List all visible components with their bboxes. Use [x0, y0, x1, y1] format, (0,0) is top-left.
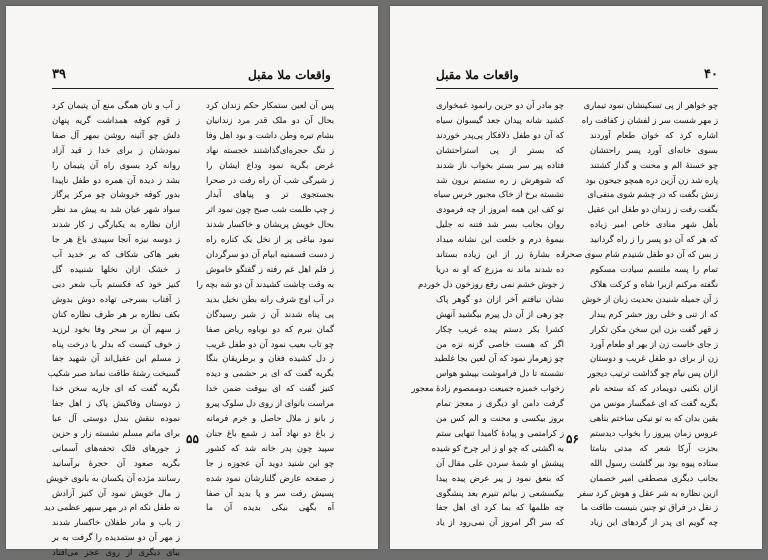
- text-line: نه طفل نکه ام در مهر سپهر عظمی دید: [44, 502, 180, 513]
- page-number-bottom: ۵۵: [186, 432, 199, 446]
- text-line: مراست بانوای از روی دل سلوک پیرو: [206, 398, 334, 409]
- text-line: ز مال خویش نمود آن کنیز آزادش: [52, 487, 180, 498]
- text-line: ز آن جمیله شنیدن بحدیث زبان از خوش: [581, 293, 718, 304]
- text-line: غرض بگریه نمود وداع ایشان را: [206, 159, 334, 170]
- text-line: پس آن لعین ستمکار حکم زندان کرد: [206, 100, 334, 110]
- text-line: کنیز گفت که ای بیوقت ضمن خدا: [206, 383, 334, 394]
- text-line: نمود بیاغی پر از نخل یک کناره راه: [206, 234, 334, 245]
- text-line: ز باغ دو نهاد آمد ز شمع باغ جنان: [206, 427, 334, 438]
- text-line: که آن دو طفل دلافکار پی‌پدر خوردند: [436, 129, 564, 140]
- text-line: نشسته برخ از خاک مجبور خرس سیاه: [433, 189, 564, 200]
- text-line: بدور کوفه خروشان چو مرکز پرگار: [52, 189, 180, 200]
- text-line: چو مادر آن دو حزین رانمود غمخواری: [436, 100, 564, 110]
- text-line: ز مسلم این عقیل‌اند آن شهید جفا: [52, 353, 180, 364]
- text-line: ز آفتاب بسرجی تهاده دوش بدوش: [52, 293, 180, 304]
- text-line: ز کرامتمی و پیادهٔ کامیدا تنهایی ستم: [436, 427, 564, 438]
- text-line: که هر که آن دو پسر را ز راه گردانید: [590, 234, 718, 245]
- left-page: [6, 6, 378, 558]
- text-line: ز جوش خشم نمی رفع روزخون دل خوردم: [418, 278, 564, 289]
- text-line: ز صفحه عارض گلنارشان نمود شده: [206, 472, 334, 483]
- text-line: بسوی خانه‌ای آورد پسر راحتشان: [590, 144, 718, 155]
- page-number-top: ۳۹: [52, 67, 66, 82]
- text-line: ده شدند ماند نه مزرع که او نه دریا: [436, 263, 564, 274]
- text-line: سواد شهر عیان شد به پیش مد نظر: [52, 204, 180, 215]
- text-line: بگریه گفت که ای جاریه سخن خدا: [52, 383, 180, 394]
- text-line: چه ظلمها که بما کرد ای اهل جفا: [436, 502, 564, 513]
- text-line: زن از برای دو طفل غریب و دوستان: [590, 353, 718, 364]
- text-line: روان بجانب بسر شد فتنه نه جلیل: [436, 219, 564, 230]
- text-line: پسیش رفت سر و پا بدید آن صفا: [206, 487, 334, 498]
- text-line: ز باب و مادر طفلان خاکسار شدند: [52, 517, 180, 528]
- text-line: تو کف این همه امروز از چه فرمودی: [436, 204, 564, 215]
- text-line: گسیخت رشتهٔ طاقت نماند صبر شکیب: [47, 368, 180, 379]
- text-line: ز خشک ازان نخلها شنبیده گل: [52, 263, 180, 274]
- text-body: [411, 98, 718, 528]
- text-line: که از تنی و خلی روز حشر کرم یبدار: [590, 308, 718, 319]
- right-page: [390, 6, 762, 549]
- text-line: نمودشان ز برای خدا ز قید آزاد: [52, 144, 180, 155]
- running-title: واقعات ملا مقبل: [248, 68, 331, 82]
- text-line: بجانب دیگری مصطفی امیر خصمان: [590, 472, 718, 483]
- text-line: ز دست قسمنیه ابیام آن دو سرگردان: [206, 249, 334, 260]
- text-line: چو زهرمار نمود که آن لعین بجا غلطید: [434, 353, 564, 364]
- text-line: ز دوستان وفاکیش پاک ز اهل جفا: [52, 398, 180, 409]
- text-line: ده بشارهٔ زر از این زیاده بستاند: [436, 249, 564, 260]
- text-line: بجزت آرکا شعر که مدتی بنامتا: [590, 442, 718, 453]
- text-line: به وقت چاشت کشیدند آن دو شه بچه را: [196, 278, 334, 289]
- text-line: گمان نبرم که دو نوباوه ریاض صفا: [206, 323, 334, 334]
- page-header: [436, 66, 718, 89]
- text-line: ز چپ ظلمت شب صبح چون نمود اثر: [206, 204, 334, 215]
- text-line: ز دل کشیده فغان و برطریقان بنگا: [206, 353, 334, 364]
- text-line: نشسته تا دل فراموشت بپیشو هواس: [436, 368, 564, 379]
- text-line: ز مهر شست سر ز لفشان ز کفافت راه: [581, 114, 718, 125]
- text-line: ازان بکنیی دویمادر که که ستحه نام: [590, 383, 718, 394]
- text-line: کشرا بکر دستم پیده غریب چکار: [436, 323, 564, 334]
- text-line: نموده ننقش بندل دوستی آل عبا: [52, 413, 180, 424]
- text-line: در آب اوج شرف رانه بطن نخیل بدید: [206, 293, 334, 304]
- column-left: [44, 98, 180, 558]
- text-line: بگریه گفت که ای بر حشمی و دیده: [206, 368, 334, 379]
- text-line: آه بگهی بیکی بدیده آن ما: [206, 502, 334, 513]
- text-line: چو رهی از آن دل پیرم بیگشید آنهش: [436, 308, 564, 319]
- text-line: ز فلم اهل غم رفته ز گفتگو خاموش: [206, 263, 334, 274]
- text-line: ز قهر گفت بزن این سخن مکن تکرار: [590, 323, 718, 334]
- text-line: برای ماتم مسلم نشسته زار و حزین: [52, 427, 180, 438]
- column-right: [196, 98, 334, 513]
- text-line: به اگشتی که چو او ز ایر چرخ کو شیده: [431, 442, 564, 453]
- text-line: بحال خویش پریشان و خاکسار شدند: [206, 219, 334, 230]
- text-line: ز بس که آن دو طفل شنیدم شام سوی صحرا: [562, 249, 718, 260]
- text-line: بیکسشعی ز بیاتم تنیرم بعد پنشگوی: [436, 487, 564, 498]
- text-line: که بستر از پی استراحتشان: [436, 144, 564, 155]
- text-line: چو تاب بعیب نمود آن دو طفل غریب: [206, 338, 334, 349]
- text-line: چو این شنید دوید آن عجوزه ز جا: [206, 457, 334, 468]
- text-line: روانه کرد بسوی راه آن پتیمان را: [52, 159, 180, 170]
- text-line: ببای دیگری از روی عجز می‌افتاد: [52, 547, 180, 558]
- text-line: که شوهرش ز ره ستمتم برون شد: [436, 174, 564, 185]
- text-line: پیشش او شمهٔ سردن علی مقال آن: [436, 457, 564, 468]
- text-line: بیموهٔ درم و خلعت این نشانه میداد: [436, 234, 564, 245]
- text-line: چه گویم ای پدر از گردهای این زیاد: [590, 517, 718, 528]
- text-line: بکف نظاره بر هر طرف نظاره کنان: [52, 308, 180, 319]
- text-line: بشد ز دیدة آن همره دو طفل ناپیدا: [52, 174, 180, 185]
- text-line: بروز بیکسی و محنت و الم کس من: [436, 413, 564, 424]
- running-title: واقعات ملا مقبل: [436, 68, 519, 82]
- text-line: که بنعق نمود ز پیر عرض پیده پیدا: [436, 472, 564, 483]
- text-line: پی پناه شدند آن ز شیر رسیدگان: [206, 308, 334, 319]
- text-line: عروس زمان پیروز را بخواب دیدستم: [590, 427, 718, 438]
- text-line: ز نقل در فراق تو چنین بنیست طاقت ما: [580, 502, 718, 513]
- text-line: زنش بگفت که در چشم شوی منفی‌ای: [587, 189, 718, 200]
- text-line: بحال آن دو ملک قدر مرد زندانیان: [206, 114, 334, 125]
- text-line: تمام را پسه ملتسم سیادت مسکوم: [590, 263, 718, 274]
- text-line: نگفته مرکنم ازبرا شاه و کرکت هلاک: [590, 278, 718, 289]
- text-line: ز جورهای فلک تحفه‌های آسمانی: [52, 442, 180, 453]
- text-line: ستاده پیوه بود بیر گلشت رسول الله: [590, 457, 718, 468]
- text-line: بگریه صعود آن حجرهٔ برآسانید: [52, 457, 180, 468]
- text-line: ز بانو ز ملال حاصل و خرم فرمانه: [206, 413, 334, 424]
- text-line: یقین بدان که به تو نیکی ساختم بناهی: [589, 413, 718, 424]
- text-line: رسانند مژده آن یکسان به بانوی خویش: [46, 472, 180, 483]
- text-line: نشان نیافتم آخر ازان دو گوهر پاک: [436, 293, 564, 304]
- text-body: [44, 98, 334, 558]
- column-left: [411, 98, 564, 528]
- text-line: کنیز خود که فکستم بآب شعر دبی: [52, 278, 180, 289]
- text-line: ازین نظاره به شر عقل و هوش کرد سفر: [577, 487, 718, 498]
- text-line: ز جای خاست زن از بهر او طعام آورد: [590, 338, 718, 349]
- text-line: ز قوم کوفه همداشت گریه پنهان: [52, 114, 180, 125]
- text-line: ز سهم آن بر سحر وفا بخود لرزید: [52, 323, 180, 334]
- text-line: بأهل شهر منادی خاص امیر زیاده: [590, 219, 718, 230]
- text-line: چو خواهر از پی تسکینشان نمود تیماری: [583, 100, 718, 110]
- text-line: پاره شد زن آزین دره همچو جیحون بود: [585, 174, 718, 185]
- text-line: چو خستهٔ الم و محنت و گداز کشتند: [590, 159, 718, 170]
- page-header: [52, 66, 334, 89]
- text-line: ز آب و نان همگی منع آن پتیمان کرد: [52, 100, 180, 110]
- text-line: ز شیرگی شب آن راه رفت در صحرا: [206, 174, 334, 185]
- page-number-bottom: ۵۶: [566, 432, 579, 446]
- text-line: بجستجوی تر و پیاهای آبدار: [206, 189, 334, 200]
- text-line: ازان پس نیام چو گذاشت ترتیب دیجور: [587, 368, 718, 379]
- text-line: ز تنگ حجره‌ای‌گذاشتند خجسته نهاد: [206, 144, 334, 155]
- text-line: اگر که هست خاصی گزنه نزه من: [436, 338, 564, 349]
- text-line: اشاره کرد که خوان طعام آوردند: [590, 129, 718, 140]
- text-line: دلش چو آئینه روشن بمهر آل صفا: [52, 129, 180, 140]
- text-line: بگفت رفت ز زندان دو طفل ابن عقیل: [587, 204, 718, 215]
- text-line: کشید شانه پیدان جعد گیسوان سیاه: [436, 114, 564, 125]
- text-line: بگریه گفت که ای غمگسار مونس من: [590, 398, 718, 409]
- text-line: ازان نظاره به یکبارگی ز کار شدند: [52, 219, 180, 230]
- text-line: ز دوسه نیزه آنجا سپیدی باغ هر جا: [52, 234, 180, 245]
- page-number-top: ۴۰: [704, 67, 718, 82]
- text-line: که سر اگر امروز آن نمی‌رود از یاد: [436, 517, 564, 528]
- text-line: ز خوف کیست که بدلر یا درخت پناه: [52, 338, 180, 349]
- text-line: سپید چون پدر خانه شد که کشور: [206, 442, 334, 453]
- text-line: گرفت دامن او دیگری ز معجز تمام: [436, 398, 564, 409]
- text-line: بشام تیره وطن داشت و بود اهل وفا: [206, 129, 334, 140]
- text-line: ز مهر آن دو ستمدیده را گرفت به بر: [52, 532, 180, 543]
- text-line: زخواب خمیزه جمیعت دوممصوم زادهٔ معجور: [411, 383, 564, 394]
- text-line: فتاده پیر سر بستر بخواب ناز شدند: [436, 159, 564, 170]
- text-line: بغیر هاکی شکاف که بر خدید آب: [52, 249, 180, 260]
